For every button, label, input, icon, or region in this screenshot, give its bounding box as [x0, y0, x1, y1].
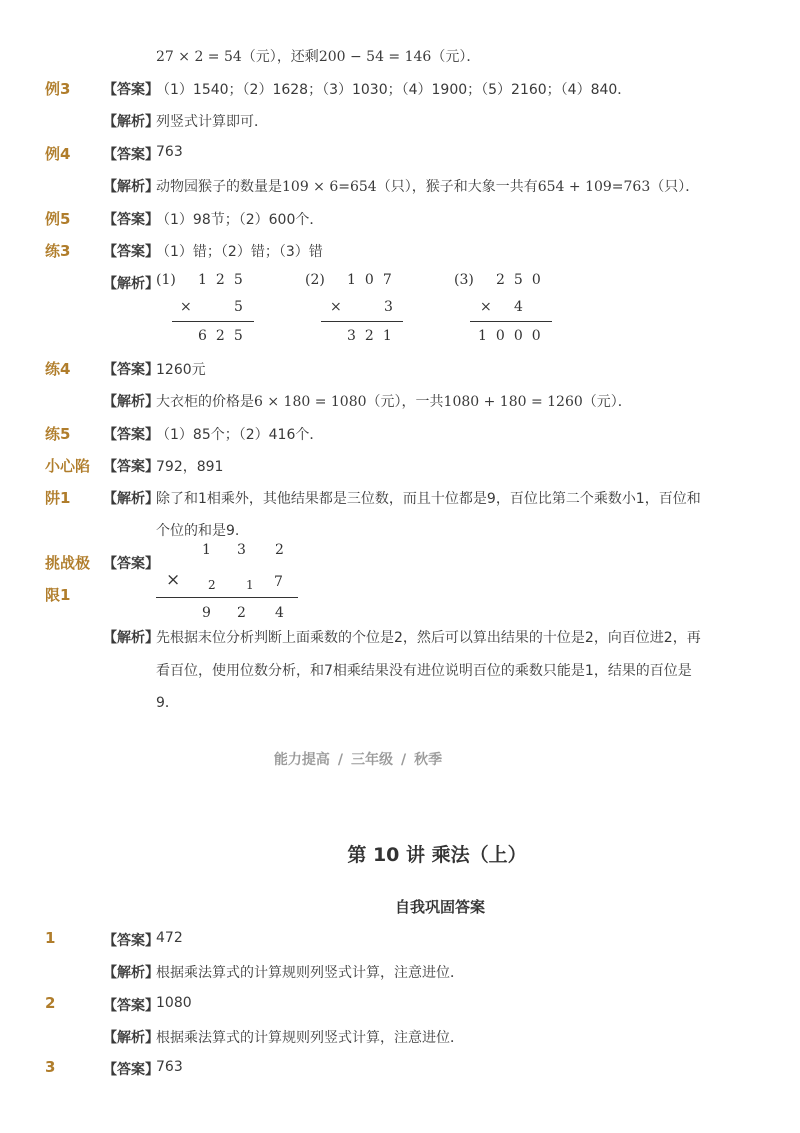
product: 1000 — [478, 328, 550, 344]
answer-tag: 【答案】 — [103, 244, 159, 260]
text: 动物园猴子的数量是 — [156, 179, 282, 195]
multiplier-digit: 2 — [208, 578, 216, 592]
answer-text: 763 — [156, 144, 183, 160]
text: ，还剩 — [276, 49, 319, 65]
analysis-text-line1: 除了和1相乘外，其他结果都是三位数，而且十位都是9，百位比第二个乘数小1，百位和 — [156, 491, 701, 507]
answer-text: （1）85个；（2）416个． — [156, 427, 324, 443]
item-label-li5: 例5 — [45, 210, 71, 228]
lesson-title: 第 10 讲 乘法（上） — [347, 844, 527, 866]
formula: 1080 + 180 = 1260 — [443, 394, 583, 410]
analysis-text — [156, 176, 699, 196]
analysis-text-line2: 个位的和是9. — [156, 523, 240, 539]
multiplier: 3 — [384, 299, 393, 315]
analysis-tag: 【解析】 — [103, 630, 159, 646]
item-label-lian3: 练3 — [45, 242, 71, 260]
analysis-text — [156, 391, 632, 411]
footer-course: 能力提高 — [273, 752, 330, 768]
problem-index: (3) — [454, 272, 474, 288]
footer-grade: 三年级 — [351, 752, 393, 768]
answer-text: 1260元 — [156, 362, 206, 378]
answer-tag: 【答案】 — [103, 427, 159, 443]
analysis-tag: 【解析】 — [103, 394, 159, 410]
answer-tag: 【答案】 — [103, 1062, 159, 1078]
multiplicand-digit: 3 — [237, 542, 246, 558]
formula: 654 + 109=763 — [537, 179, 651, 195]
result-rule — [156, 597, 298, 598]
analysis-text-line1: 先根据末位分析判断上面乘数的个位是2，然后可以算出结果的十位是2，向百位进2，再 — [156, 630, 701, 646]
answer-text: （1）错；（2）错；（3）错 — [156, 244, 323, 260]
answer-tag: 【答案】 — [103, 998, 159, 1014]
answer-text: 1080 — [156, 995, 192, 1011]
footer-separator: / — [337, 752, 343, 768]
product: 321 — [347, 328, 401, 344]
multiplicand: 250 — [496, 272, 550, 288]
product: 625 — [198, 328, 252, 344]
text: 大衣柜的价格是 — [156, 394, 254, 410]
top-line — [156, 46, 480, 66]
times-sign: × — [180, 299, 192, 315]
formula: 6 × 180 = 1080 — [254, 394, 367, 410]
item-label-challenge1-line1: 挑战极 — [45, 554, 91, 572]
analysis-text-line2: 看百位，使用位数分析，和7相乘结果没有进位说明百位的乘数只能是1，结果的百位是 — [156, 663, 692, 679]
answer-text: 792，891 — [156, 459, 224, 475]
item-label-lian5: 练5 — [45, 425, 71, 443]
times-sign: × — [330, 299, 342, 315]
result-rule — [172, 321, 254, 322]
item-label-trap1-line2: 阱1 — [45, 489, 71, 507]
answer-tag: 【答案】 — [103, 362, 159, 378]
page-footer — [0, 749, 716, 769]
text: （元）． — [582, 394, 632, 410]
multiplicand: 107 — [347, 272, 401, 288]
self-item-label-1: 1 — [45, 929, 56, 947]
product-digit: 2 — [237, 605, 246, 621]
answer-text: 472 — [156, 930, 183, 946]
multiplier: 4 — [514, 299, 523, 315]
times-sign: × — [166, 570, 181, 590]
text: （只），猴子和大象一共有 — [376, 179, 538, 195]
analysis-tag: 【解析】 — [103, 276, 159, 292]
item-label-li3: 例3 — [45, 80, 71, 98]
analysis-text: 根据乘法算式的计算规则列竖式计算，注意进位． — [156, 965, 464, 981]
result-rule — [470, 321, 552, 322]
analysis-text: 列竖式计算即可． — [156, 114, 268, 130]
analysis-text-line3: 9． — [156, 695, 179, 711]
analysis-tag: 【解析】 — [103, 1030, 159, 1046]
times-sign: × — [480, 299, 492, 315]
multiplier-digit: 7 — [274, 574, 283, 590]
analysis-tag: 【解析】 — [103, 491, 159, 507]
answer-tag: 【答案】 — [103, 933, 159, 949]
answer-text: （1）1540；（2）1628；（3）1030；（4）1900；（5）2160；（4）840． — [156, 82, 632, 98]
answer-tag: 【答案】 — [103, 82, 159, 98]
item-label-challenge1-line2: 限1 — [45, 586, 71, 604]
footer-separator: / — [401, 752, 407, 768]
footer-term: 秋季 — [414, 752, 443, 768]
text: ． — [466, 49, 481, 65]
formula: 109 × 6=654 — [282, 179, 377, 195]
formula: 200 − 54 = 146（元） — [318, 49, 467, 65]
result-rule — [321, 321, 403, 322]
problem-index: (2) — [305, 272, 325, 288]
multiplicand-digit: 1 — [202, 542, 211, 558]
analysis-tag: 【解析】 — [103, 965, 159, 981]
multiplicand: 125 — [198, 272, 252, 288]
item-label-trap1-line1: 小心陷 — [45, 457, 91, 475]
product-digit: 4 — [275, 605, 284, 621]
analysis-tag: 【解析】 — [103, 114, 159, 130]
section-title: 自我巩固答案 — [394, 898, 485, 916]
text: （元），一共 — [366, 394, 444, 410]
analysis-tag: 【解析】 — [103, 179, 159, 195]
formula: 27 × 2 = 54（元） — [156, 49, 277, 65]
multiplier: 5 — [234, 299, 243, 315]
multiplier-digit: 1 — [246, 578, 254, 592]
item-label-li4: 例4 — [45, 145, 71, 163]
analysis-text: 根据乘法算式的计算规则列竖式计算，注意进位． — [156, 1030, 464, 1046]
answer-tag: 【答案】 — [103, 212, 159, 228]
multiplicand-digit: 2 — [275, 542, 284, 558]
self-item-label-2: 2 — [45, 994, 56, 1012]
self-item-label-3: 3 — [45, 1058, 56, 1076]
answer-text: 763 — [156, 1059, 183, 1075]
item-label-lian4: 练4 — [45, 360, 71, 378]
problem-index: (1) — [156, 272, 176, 288]
product-digit: 9 — [202, 605, 211, 621]
answer-tag: 【答案】 — [103, 459, 159, 475]
answer-text: （1）98节；（2）600个． — [156, 212, 324, 228]
answer-tag: 【答案】 — [103, 556, 159, 572]
answer-tag: 【答案】 — [103, 147, 159, 163]
text: （只）． — [650, 179, 700, 195]
